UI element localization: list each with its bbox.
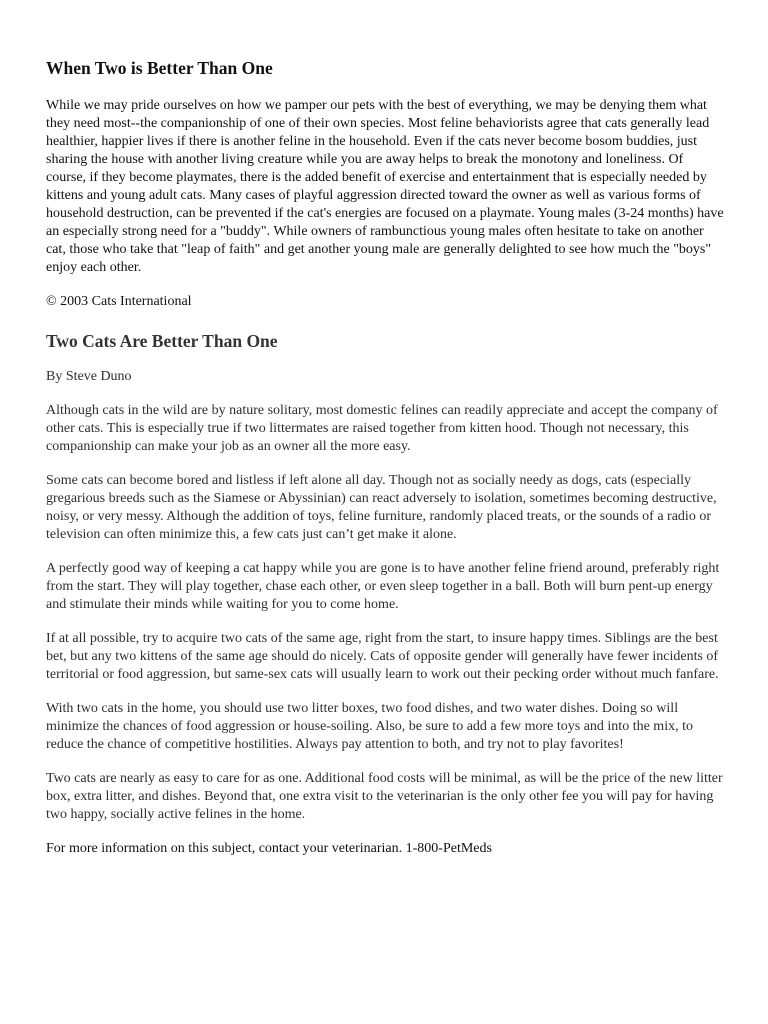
paragraph: Although cats in the wild are by nature solitary, most domestic felines can readily appreciate and accept the company of other cats. This is especially true if two littermates are raised together from kitten hood. Though not necessary, this companionship can make your job as an owner all the more easy. xyxy=(46,403,718,454)
document-page xyxy=(46,58,726,874)
copyright-notice: © 2003 Cats International xyxy=(46,294,192,309)
contact-footer: For more information on this subject, contact your veterinarian. 1-800-PetMeds xyxy=(46,841,492,856)
paragraph: With two cats in the home, you should use two litter boxes, two food dishes, and two water dishes. Doing so will minimize the chances of food aggression or house-soiling. Also, be sure to add a few more toys and into the mix, to reduce the chance of competitive hostilities. Always pay attention to both, and try not to play favorites! xyxy=(46,701,693,752)
article-title: Two Cats Are Better Than One xyxy=(46,331,278,351)
paragraph: Some cats can become bored and listless if left alone all day. Though not as socially needy as dogs, cats (especially gregarious breeds such as the Siamese or Abyssinian) can react adversely to isolation, sometimes becoming destructive, noisy, or very messy. Although the addition of toys, feline furniture, randomly placed treats, or the sounds of a radio or television can often minimize this, a few cats just can’t get make it alone. xyxy=(46,473,717,542)
byline: By Steve Duno xyxy=(46,369,132,384)
article-when-two xyxy=(46,58,726,311)
paragraph: If at all possible, try to acquire two cats of the same age, right from the start, to insure happy times. Siblings are the best bet, but any two kittens of the same age should do nicely. Cats of opposite gender will generally have fewer incidents of territorial or food aggression, but same-sex cats will usually learn to work out their pecking order without much fanfare. xyxy=(46,631,719,682)
article-two-cats xyxy=(46,331,726,858)
paragraph: A perfectly good way of keeping a cat happy while you are gone is to have another feline friend around, preferably right from the start. They will play together, chase each other, or even sleep together in a ball. Both will burn pent-up energy and stimulate their minds while waiting for you to come home. xyxy=(46,561,720,612)
paragraph: Two cats are nearly as easy to care for as one. Additional food costs will be minimal, as will be the price of the new litter box, extra litter, and dishes. Beyond that, one extra visit to the veterinarian is the only other fee you will pay for having two happy, socially active felines in the home. xyxy=(46,771,723,822)
article-title: When Two is Better Than One xyxy=(46,58,273,78)
article-body: While we may pride ourselves on how we pamper our pets with the best of everything, we may be denying them what they need most--the companionship of one of their own species. Most feline behaviorists agree that cats generally lead healthier, happier lives if there is another feline in the household. Even if the cats never become bosom buddies, just sharing the house with another living creature while you are away helps to break the monotony and loneliness. Of course, if they become playmates, there is the added benefit of exercise and entertainment that is especially needed by kittens and young adult cats. Many cases of playful aggression directed toward the owner as well as various forms of household destruction, can be prevented if the cat's energies are focused on a playmate. Young males (3-24 months) have an especially strong need for a "buddy". While owners of rambunctious young males often hesitate to take on another cat, those who take that "leap of faith" and get another young male are generally delighted to see how much the "boys" enjoy each other. xyxy=(46,98,724,275)
